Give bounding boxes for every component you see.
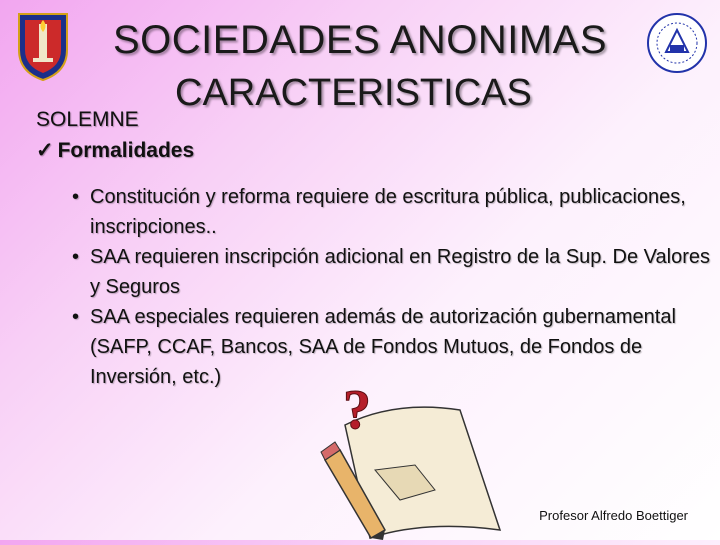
page-subtitle: CARACTERISTICAS [175, 72, 532, 114]
question-mark-pencil-paper-icon [285, 370, 505, 545]
bullet-list [72, 182, 712, 392]
footer-author: Profesor Alfredo Boettiger [539, 508, 688, 523]
svg-text:?: ? [343, 379, 371, 441]
subheading: SOLEMNE [36, 108, 139, 131]
section-label: Formalidades [57, 139, 195, 162]
list-item: • SAA especiales requieren además de autorización gubernamental (SAFP, CCAF, Bancos, SAA de Fondos Mutuos, de Fondos de Inversión, etc.) [72, 306, 676, 388]
checkmark-icon: ✓ [36, 139, 54, 162]
page-title: SOCIEDADES ANONIMAS [112, 18, 608, 62]
list-item: • Constitución y reforma requiere de escritura pública, publicaciones, inscripciones.. [72, 186, 686, 238]
list-item: • SAA requieren inscripción adicional en Registro de la Sup. De Valores y Seguros [72, 246, 710, 298]
section-heading [36, 138, 194, 163]
